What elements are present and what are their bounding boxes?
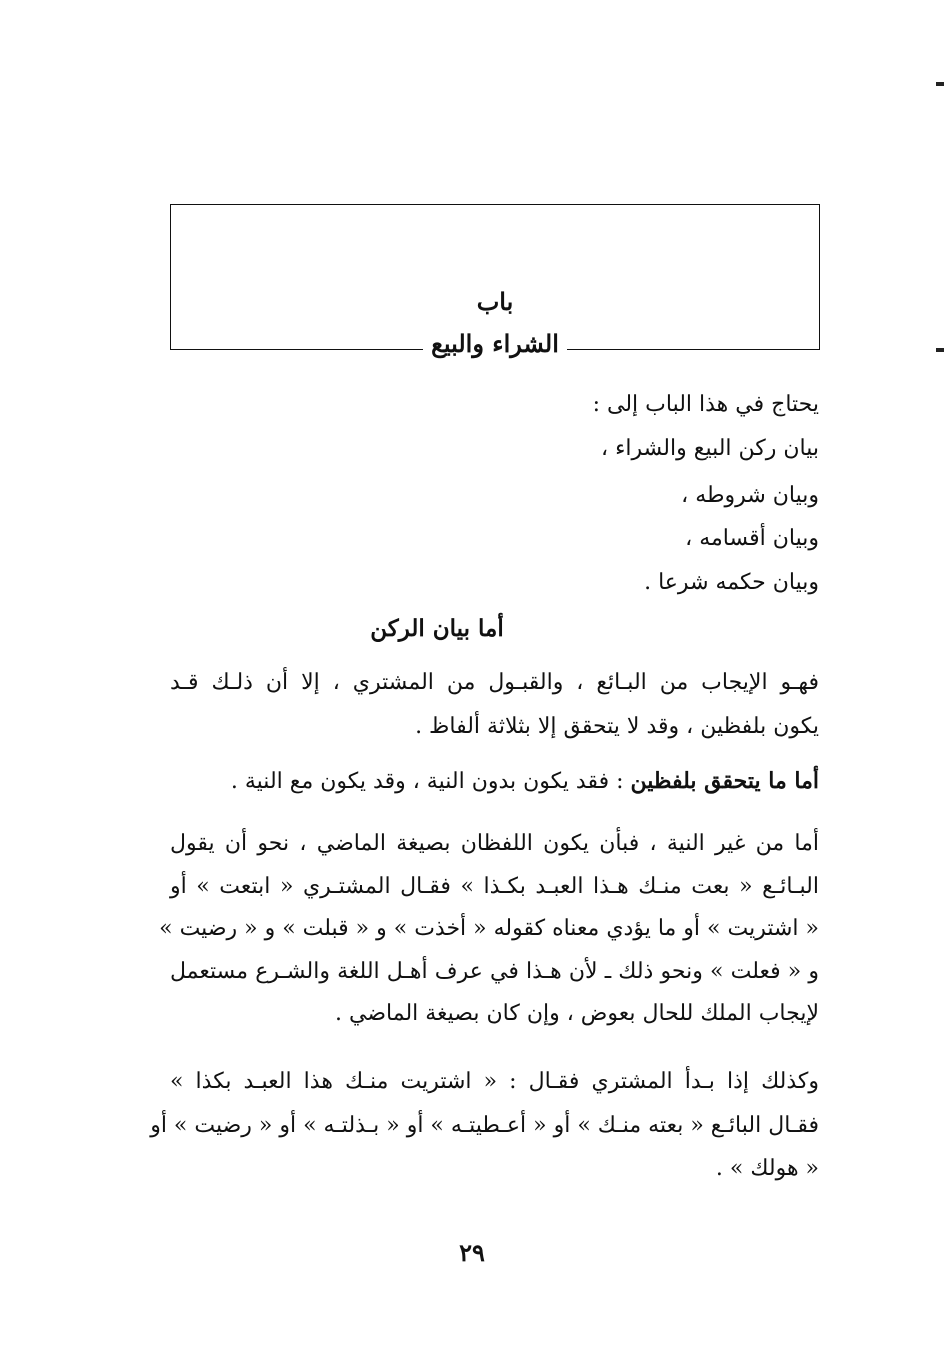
- paragraph-line: يكون بلفظين ، وقد لا يتحقق إلا بثلاثة ألفاظ .: [415, 714, 819, 739]
- paragraph-line: « هولك » .: [715, 1156, 819, 1181]
- intro-lead: يحتاج في هذا الباب إلى :: [592, 392, 819, 417]
- chapter-word: باب: [476, 287, 514, 316]
- paragraph-line: و « فعلت » ونحو ذلك ـ لأن هـذا في عرف أهـل اللغة والشـرع مستعمل: [170, 959, 819, 984]
- paragraph-line: « اشتريت » أو ما يؤدي معناه كقوله « أخذت » و « قبلت » و « رضيت »: [159, 916, 819, 941]
- section-heading: أما بيان الركن: [370, 615, 504, 642]
- paragraph-line: [231, 770, 819, 793]
- paragraph-text: : فقد يكون بدون النية ، وقد يكون مع النية .: [230, 769, 631, 794]
- paragraph-line: لإيجاب الملك للحال بعوض ، وإن كان بصيغة الماضي .: [335, 1001, 819, 1026]
- scan-edge-mark: [936, 82, 944, 86]
- paragraph-line: وكذلك إذا بـدأ المشتري فقـال : « اشتريت منـك هذا العبـد بكذا »: [170, 1069, 819, 1094]
- paragraph-line: فقـال البائـع « بعته منـك » أو « أعـطيتـه » أو « بـذلتـه » أو « رضيت » أو: [150, 1113, 819, 1138]
- intro-item: وبيان حكمه شرعا .: [644, 570, 819, 595]
- paragraph-line: البـائـع « بعت منـك هـذا العبـد بكـذا » فقـال المشتـري « ابتعت » أو: [170, 874, 819, 899]
- chapter-title-text: الشراء والبيع: [423, 329, 567, 358]
- chapter-title-box: [170, 204, 820, 358]
- paragraph-line: أما من غير النية ، فبأن يكون اللفظان بصيغة الماضي ، نحو أن يقول: [170, 831, 819, 856]
- intro-item: بيان ركن البيع والشراء ،: [600, 436, 819, 461]
- scan-edge-mark: [936, 348, 944, 352]
- page-number: ٢٩: [459, 1238, 485, 1267]
- paragraph-bold-lead: أما ما يتحقق بلفظين: [630, 768, 819, 794]
- intro-item: وبيان أقسامه ،: [685, 526, 819, 551]
- intro-item: وبيان شروطه ،: [681, 483, 819, 508]
- chapter-title: [171, 329, 819, 358]
- paragraph-line: فهـو الإيجاب من البـائع ، والقبـول من المشتري ، إلا أن ذلـك قـد: [170, 670, 819, 695]
